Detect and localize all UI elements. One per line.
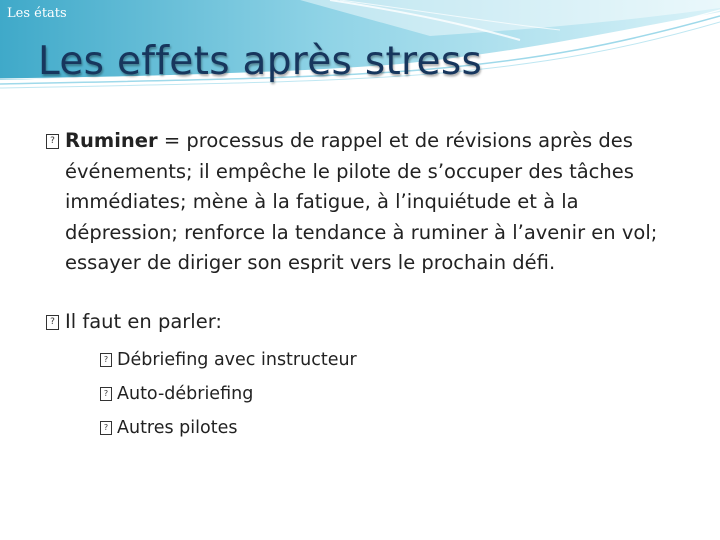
bullet-text: = processus de rappel et de révisions après des événements; il empêche le pilote de s’occuper des tâches immédiates; mène à la fatigue, à l’inquiétude et à la dépression; renforce la tendance à ruminer à l’avenir en vol; essayer de diriger son esprit vers le prochain défi.: [65, 129, 658, 274]
slide-body: [46, 126, 686, 445]
sub-bullet-item: [100, 377, 686, 411]
sub-bullet-item: [100, 343, 686, 377]
bullet-glyph-icon: ?: [46, 134, 59, 149]
bullet-glyph-icon: ?: [100, 353, 112, 367]
bullet-glyph-icon: ?: [100, 421, 112, 435]
bullet-glyph-icon: ?: [46, 315, 59, 330]
section-label: Les états: [7, 6, 67, 21]
bullet-term: Ruminer: [65, 129, 158, 152]
sub-bullet-text: Débriefing avec instructeur: [117, 350, 357, 370]
sub-bullet-list: [65, 343, 686, 445]
bullet-ruminer: [46, 126, 686, 279]
slide-title: Les effets après stress: [38, 39, 483, 84]
sub-bullet-item: [100, 411, 686, 445]
bullet-text: Il faut en parler:: [65, 309, 222, 333]
sub-bullet-text: Autres pilotes: [117, 418, 238, 438]
bullet-glyph-icon: ?: [100, 387, 112, 401]
sub-bullet-text: Auto-débriefing: [117, 384, 254, 404]
bullet-parler: [46, 307, 686, 446]
